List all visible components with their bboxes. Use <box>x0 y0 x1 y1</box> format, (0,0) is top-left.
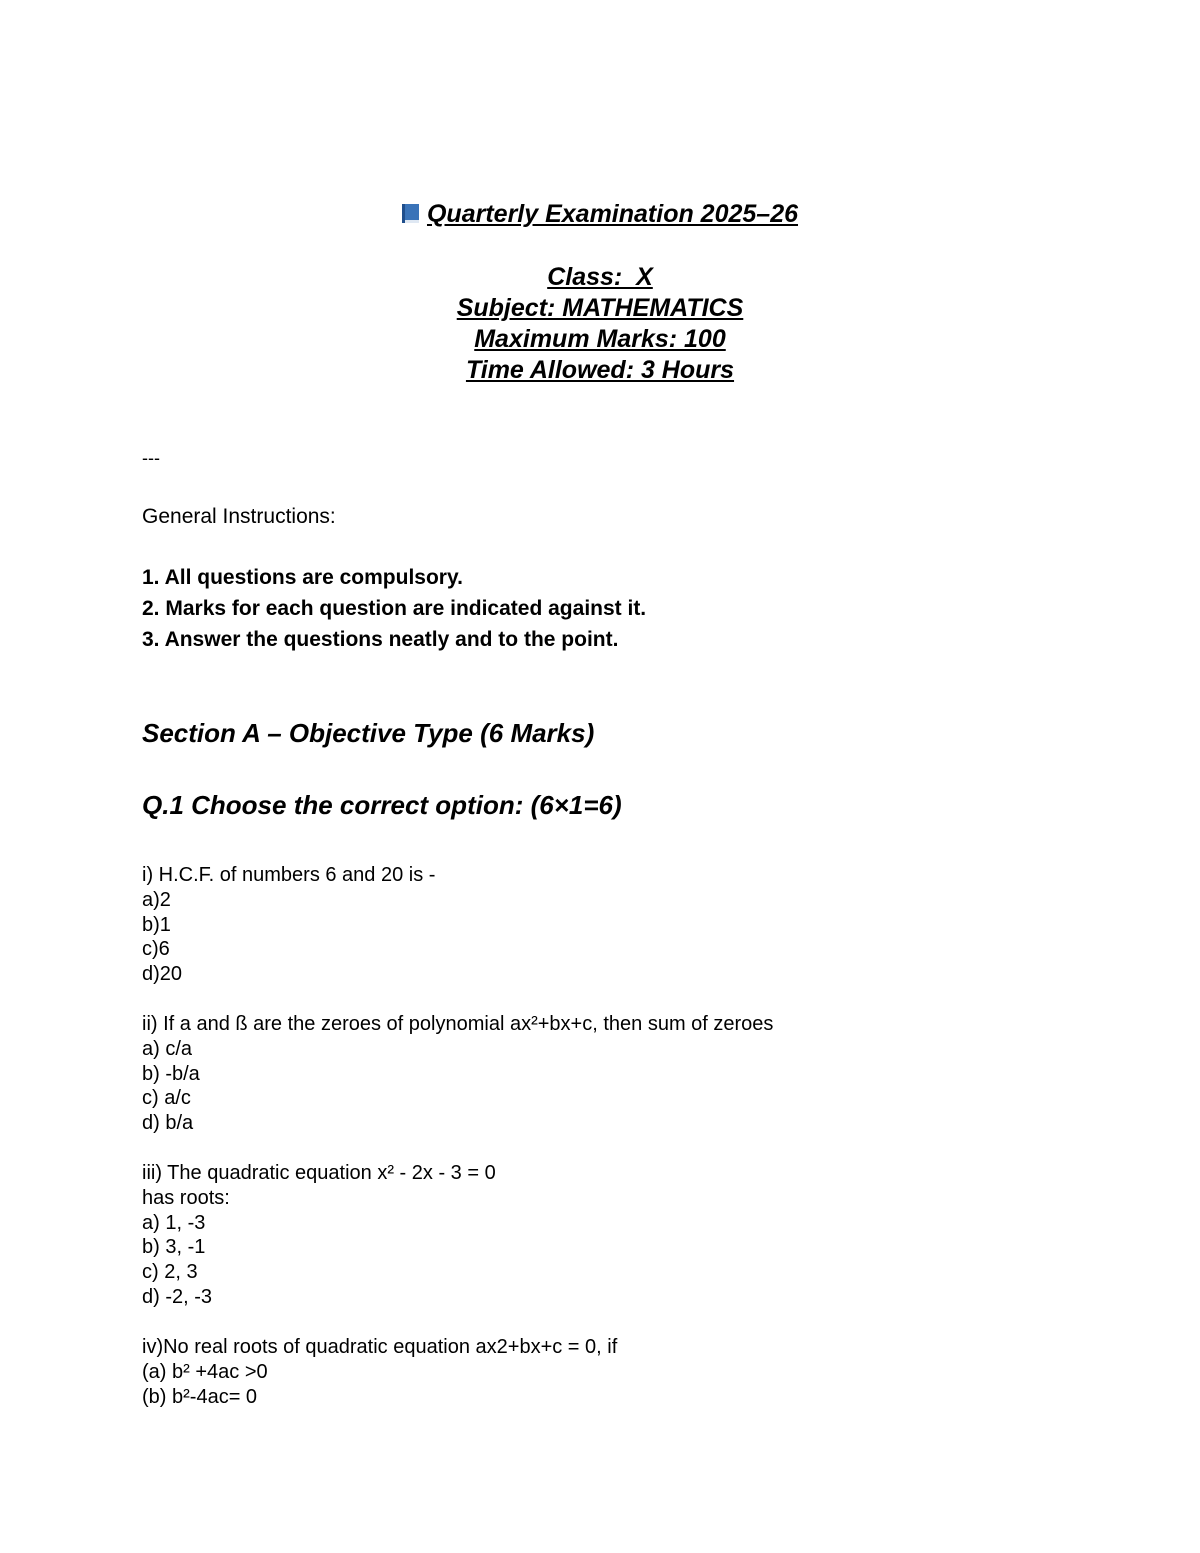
option-a: (a) b² +4ac >0 <box>142 1360 268 1383</box>
option-b: (b) b²-4ac= 0 <box>142 1385 258 1408</box>
option-d: d) -2, -3 <box>142 1285 213 1308</box>
option-b: b) 3, -1 <box>142 1236 206 1259</box>
exam-title-row <box>0 199 1200 230</box>
class-line: Class: X <box>547 263 653 291</box>
question-text: i) H.C.F. of numbers 6 and 20 is - <box>142 864 436 886</box>
option-b: b)1 <box>142 913 171 936</box>
option-a: a)2 <box>142 888 171 911</box>
subject-line: Subject: MATHEMATICS <box>456 294 744 322</box>
question-i <box>142 863 1142 987</box>
question-text-continued: has roots: <box>142 1186 230 1209</box>
exam-header-details <box>0 262 1200 386</box>
instruction-item: 2. Marks for each question are indicated against it. <box>142 597 647 620</box>
instruction-item: 1. All questions are compulsory. <box>142 566 463 589</box>
option-d: d) b/a <box>142 1112 194 1135</box>
section-a-title: Section A – Objective Type (6 Marks) <box>142 718 595 748</box>
time-allowed-line: Time Allowed: 3 Hours <box>465 356 735 384</box>
option-a: a) c/a <box>142 1037 193 1060</box>
question-iii <box>142 1161 1142 1310</box>
option-c: c) a/c <box>142 1087 191 1110</box>
option-c: c)6 <box>142 938 170 961</box>
instructions-title: General Instructions: <box>142 505 336 528</box>
question-text: ii) If a and ß are the zeroes of polynomial ax²+bx+c, then sum of zeroes <box>142 1013 774 1035</box>
exam-title: Quarterly Examination 2025–26 <box>426 200 799 228</box>
question-ii <box>142 1012 1142 1136</box>
question-iv <box>142 1335 1142 1409</box>
option-a: a) 1, -3 <box>142 1211 206 1234</box>
question-text: iv)No real roots of quadratic equation ax2+bx+c = 0, if <box>142 1336 618 1358</box>
instructions-list <box>142 565 1142 658</box>
option-d: d)20 <box>142 963 183 986</box>
option-b: b) -b/a <box>142 1062 200 1085</box>
option-c: c) 2, 3 <box>142 1261 198 1284</box>
question-text: iii) The quadratic equation x² - 2x - 3 = 0 <box>142 1162 496 1184</box>
instruction-item: 3. Answer the questions neatly and to the point. <box>142 628 619 651</box>
max-marks-line: Maximum Marks: 100 <box>474 325 726 353</box>
book-icon <box>402 204 419 223</box>
question-1-title: Q.1 Choose the correct option: (6×1=6) <box>142 790 622 820</box>
separator: --- <box>142 448 160 468</box>
